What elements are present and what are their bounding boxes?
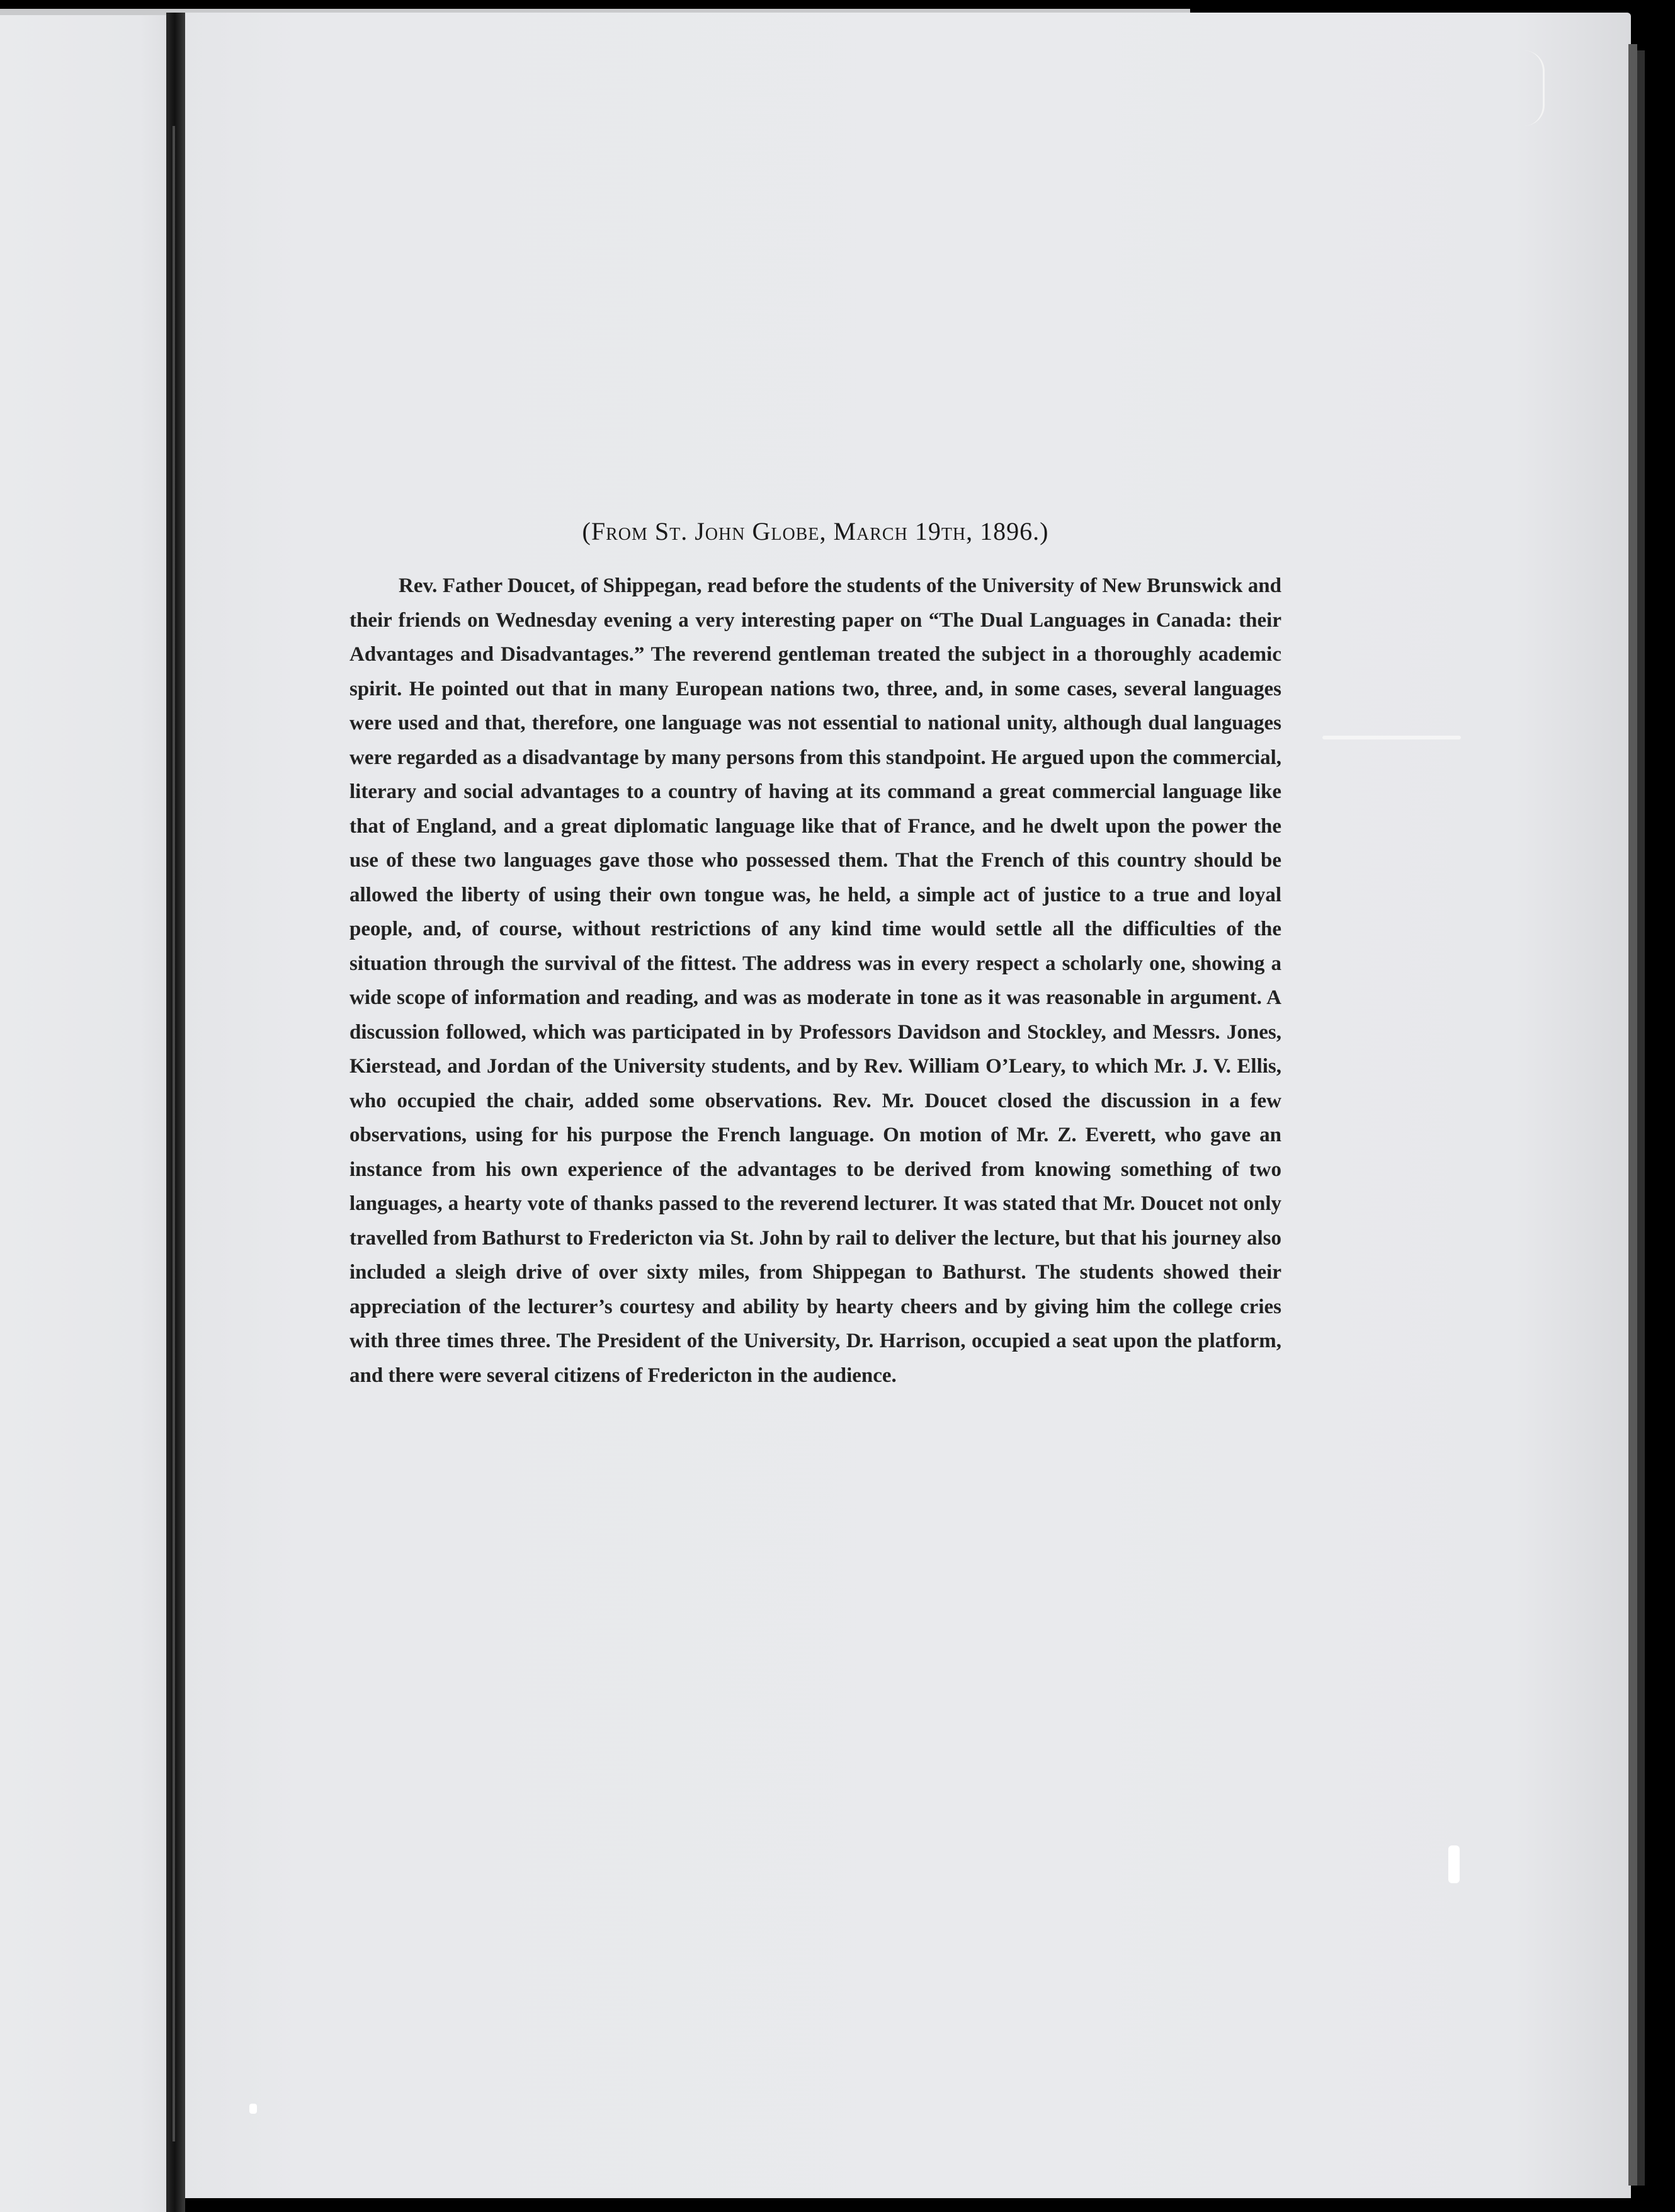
page-edge-dark (1637, 50, 1645, 2186)
book-gutter (166, 13, 185, 2212)
scan-mark-curve (1524, 50, 1545, 126)
heading-open-paren: ( (582, 517, 591, 545)
scan-mark-dot (249, 2104, 257, 2114)
heading-newspaper: St. John Globe, (654, 517, 827, 545)
article-body: Rev. Father Doucet, of Shippegan, read before the students of the University of New Brunswick and their friends on Wednesday evening a very interesting paper on “The Dual Languages in Canada: their Advantages and Disadvantages.” The reverend gentleman treated the subject in a thoroughly academic spirit. He pointed out that in many European nations two, three, and, in some cases, several languages were used and that, therefore, one language was not essential to national unity, although dual languages were regarded as a disadvantage by many persons from this standpoint. He argued upon the commercial, literary and social advantages to a country of having at its command a great commercial language like that of England, and a great diplomatic language like that of France, and he dwelt upon the power the use of these two languages gave those who possessed them. That the French of this country should be allowed the liberty of using their own tongue was, he held, a simple act of justice to a true and loyal people, and, of course, without restrictions of any kind time would settle all the difficulties of the situation through the survival of the fittest. The address was in every respect a scholarly one, showing a wide scope of information and reading, and was as moderate in tone as it was reasonable in argument. A discussion followed, which was participated in by Professors Davidson and Stockley, and Messrs. Jones, Kierstead, and Jordan of the University students, and by Rev. William O’Leary, to which Mr. J. V. Ellis, who occupied the chair, added some observations. Rev. Mr. Doucet closed the discussion in a few observations, using for his purpose the French language. On motion of Mr. Z. Everett, who gave an instance from his own experience of the advantages to be derived from knowing something of two languages, a hearty vote of thanks passed to the reverend lecturer. It was stated that Mr. Doucet not only travelled from Bathurst to Fredericton via St. John by rail to deliver the lecture, but that his journey also included a sleigh drive of over sixty miles, from Shippegan to Bathurst. The students showed their appreciation of the lecturer’s courtesy and ability by hearty cheers and by giving him the college cries with three times three. The President of the University, Dr. Harrison, occupied a seat upon the platform, and there were several citizens of Fredericton in the audience. (349, 574, 1281, 1387)
heading-close-paren: ) (1040, 517, 1049, 545)
page-edge-shadow (1628, 44, 1637, 2186)
previous-page (0, 15, 175, 2212)
scan-mark-smudge (1322, 736, 1461, 739)
article (349, 516, 1281, 1393)
heading-from: From (591, 517, 648, 545)
gutter-highlight (173, 126, 175, 2141)
scan-mark-spot (1448, 1845, 1460, 1883)
source-heading (349, 516, 1281, 546)
heading-date: March 19th, 1896. (833, 517, 1040, 545)
